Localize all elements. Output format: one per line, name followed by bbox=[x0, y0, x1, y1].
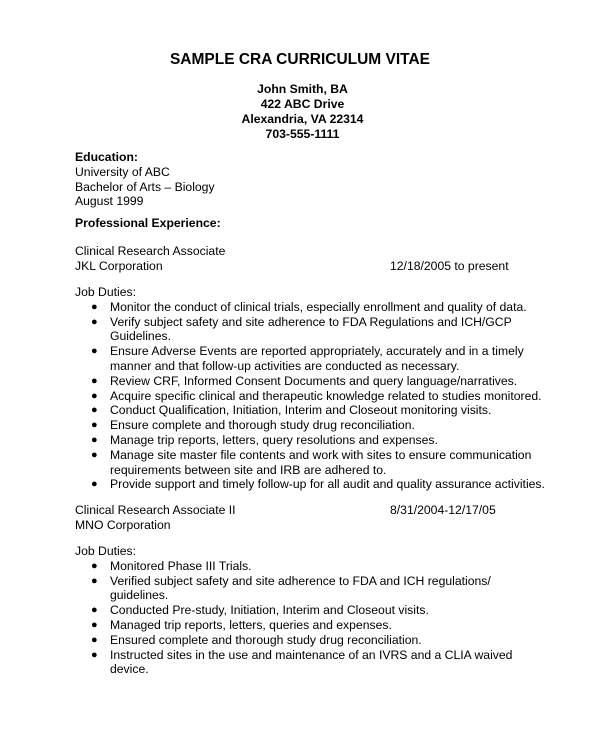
bullet-icon: ● bbox=[91, 604, 98, 617]
job-title-row bbox=[75, 503, 545, 518]
list-item: ● Verified subject safety and site adherence to FDA and ICH regulations/ guidelines. bbox=[91, 573, 491, 603]
bullet-icon: ● bbox=[91, 419, 98, 432]
list-item: ● Provide support and timely follow-up for all audit and quality assurance activities. bbox=[91, 477, 545, 492]
contact-city: Alexandria, VA 22314 bbox=[241, 112, 364, 126]
list-item: ● Ensured complete and thorough study drug reconciliation. bbox=[91, 632, 422, 647]
contact-street: 422 ABC Drive bbox=[260, 97, 345, 111]
bullet-icon: ● bbox=[91, 433, 98, 446]
list-item: ● Manage trip reports, letters, query resolutions and expenses. bbox=[91, 432, 438, 447]
job-dates: 8/31/2004-12/17/05 bbox=[390, 503, 496, 517]
bullet-icon: ● bbox=[91, 559, 98, 572]
contact-name: John Smith, BA bbox=[257, 82, 348, 96]
bullet-icon: ● bbox=[91, 574, 98, 587]
list-item: ● Verify subject safety and site adherence to FDA Regulations and ICH/GCP Guidelines. bbox=[91, 314, 512, 344]
list-item: ● Instructed sites in the use and maintenance of an IVRS and a CLIA waived device. bbox=[91, 647, 513, 677]
bullet-icon: ● bbox=[91, 618, 98, 631]
bullet-icon: ● bbox=[91, 648, 98, 661]
job-company: JKL Corporation bbox=[75, 258, 163, 273]
list-item: ● Conducted Pre-study, Initiation, Interim and Closeout visits. bbox=[91, 603, 429, 618]
contact-block bbox=[0, 82, 600, 142]
bullet-icon: ● bbox=[91, 345, 98, 358]
document-title: SAMPLE CRA CURRICULUM VITAE bbox=[169, 51, 431, 68]
list-item: ● Acquire specific clinical and therapeutic knowledge related to studies monitored. bbox=[91, 388, 542, 403]
education-line: University of ABC bbox=[75, 164, 170, 179]
list-item: ● Monitored Phase III Trials. bbox=[91, 558, 252, 573]
bullet-icon: ● bbox=[91, 300, 98, 313]
education-line: August 1999 bbox=[75, 194, 144, 209]
list-item: ● Managed trip reports, letters, queries and expenses. bbox=[91, 617, 392, 632]
job-title: Clinical Research Associate II bbox=[75, 503, 236, 517]
job-duties-label: Job Duties: bbox=[75, 544, 136, 558]
bullet-icon: ● bbox=[91, 478, 98, 491]
job-title: Clinical Research Associate bbox=[75, 244, 226, 258]
bullet-icon: ● bbox=[91, 315, 98, 328]
bullet-icon: ● bbox=[91, 448, 98, 461]
bullet-icon: ● bbox=[91, 633, 98, 646]
education-section bbox=[75, 150, 545, 209]
job-duties-2 bbox=[75, 544, 545, 677]
bullet-icon: ● bbox=[91, 389, 98, 402]
job-duties-label: Job Duties: bbox=[75, 285, 136, 299]
job-dates: 12/18/2005 to present bbox=[390, 258, 509, 273]
list-item: ● Conduct Qualification, Initiation, Interim and Closeout monitoring visits. bbox=[91, 403, 492, 418]
contact-phone: 703-555-1111 bbox=[265, 127, 340, 141]
education-heading: Education: bbox=[75, 150, 138, 164]
list-item: ● Monitor the conduct of clinical trials, especially enrollment and quality of data. bbox=[91, 299, 527, 314]
bullet-icon: ● bbox=[91, 404, 98, 417]
list-item: ● Manage site master file contents and work with sites to ensure communication requirements between site and IRB are adhered to. bbox=[91, 447, 532, 477]
experience-heading: Professional Experience: bbox=[75, 216, 221, 230]
list-item: ● Review CRF, Informed Consent Documents and query language/narratives. bbox=[91, 373, 518, 388]
duties-list bbox=[75, 300, 545, 492]
job-entry-1 bbox=[75, 244, 545, 274]
job-entry-2 bbox=[75, 503, 545, 533]
job-company: MNO Corporation bbox=[75, 517, 171, 532]
education-line: Bachelor of Arts – Biology bbox=[75, 179, 215, 194]
list-item: ● Ensure complete and thorough study drug reconciliation. bbox=[91, 418, 415, 433]
job-company-row bbox=[75, 259, 545, 274]
list-item: ● Ensure Adverse Events are reported appropriately, accurately and in a timely manner and that follow-up activities are conducted as necessary. bbox=[91, 344, 524, 373]
job-duties-1 bbox=[75, 285, 545, 492]
bullet-icon: ● bbox=[91, 374, 98, 387]
duties-list bbox=[75, 559, 545, 677]
